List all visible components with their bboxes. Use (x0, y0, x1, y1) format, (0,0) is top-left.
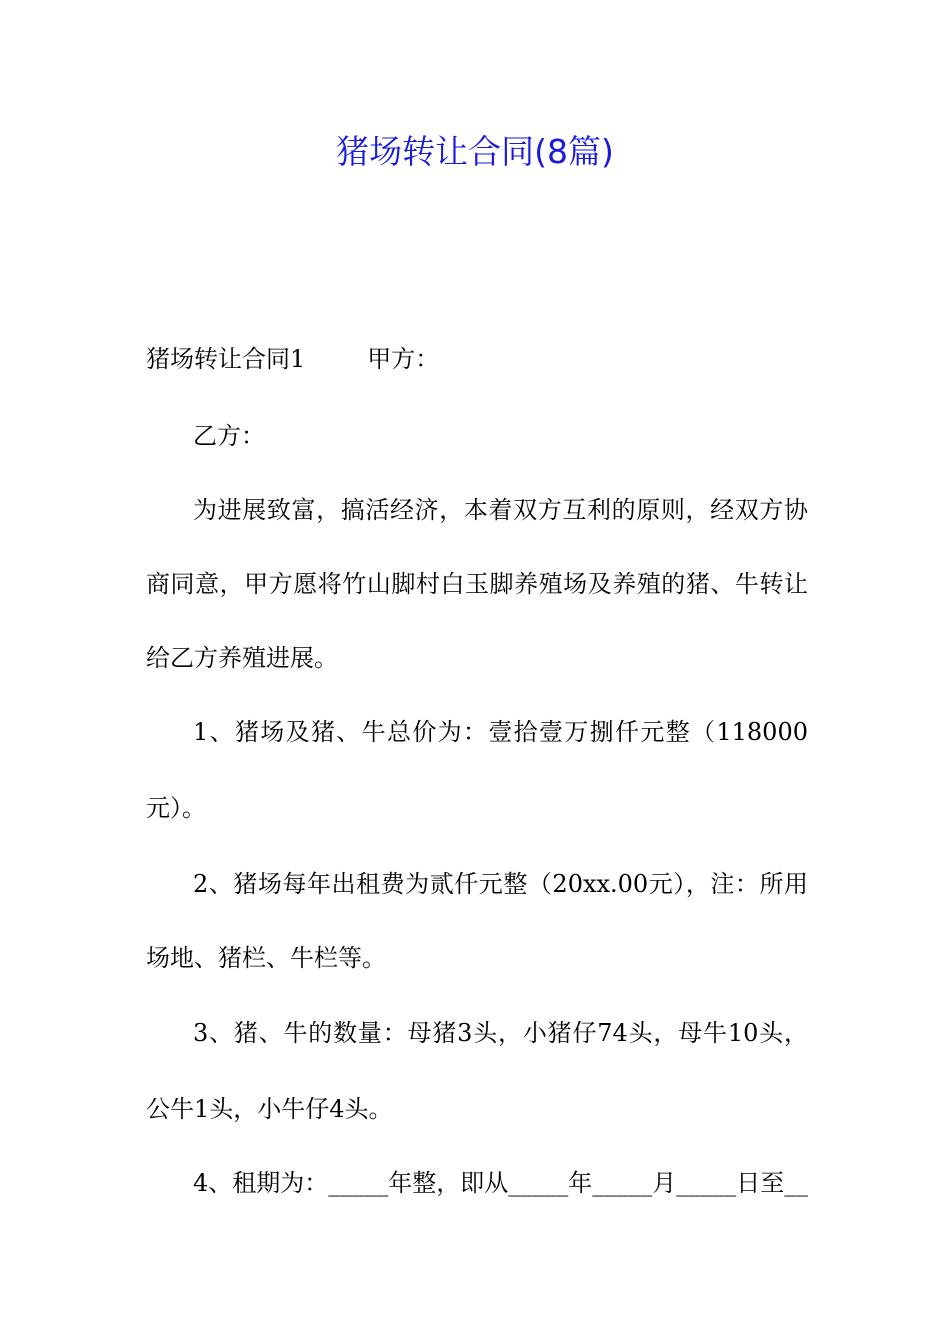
paragraph-line: 商同意，甲方愿将竹山脚村白玉脚养殖场及养殖的猪、牛转让 (146, 570, 808, 598)
paragraph-line: 场地、猪栏、牛栏等。 (146, 944, 386, 972)
paragraph-line: 为进展致富，搞活经济，本着双方互利的原则，经双方协 (193, 496, 808, 524)
party-a-label: 甲方： (367, 345, 440, 373)
paragraph-line: 元）。 (146, 794, 206, 822)
document-title: 猪场转让合同(8篇) (336, 132, 614, 171)
paragraph-line: 给乙方养殖进展。 (146, 644, 338, 672)
paragraph-line: 3、猪、牛的数量：母猪3头，小猪仔74头，母牛10头， (193, 1019, 808, 1047)
contract-number: 猪场转让合同1 (146, 345, 306, 373)
contract-heading-line (146, 343, 808, 375)
paragraph-line: 2、猪场每年出租费为贰仟元整（20xx.00元），注：所用 (193, 870, 808, 898)
paragraph-line: 公牛1头，小牛仔4头。 (146, 1095, 393, 1123)
paragraph-line: 1、猪场及猪、牛总价为：壹拾壹万捌仟元整（118000 (193, 718, 808, 746)
party-b-label: 乙方： (193, 422, 265, 450)
paragraph-line: 4、租期为：_____年整，即从_____年_____月_____日至__ (193, 1169, 808, 1197)
